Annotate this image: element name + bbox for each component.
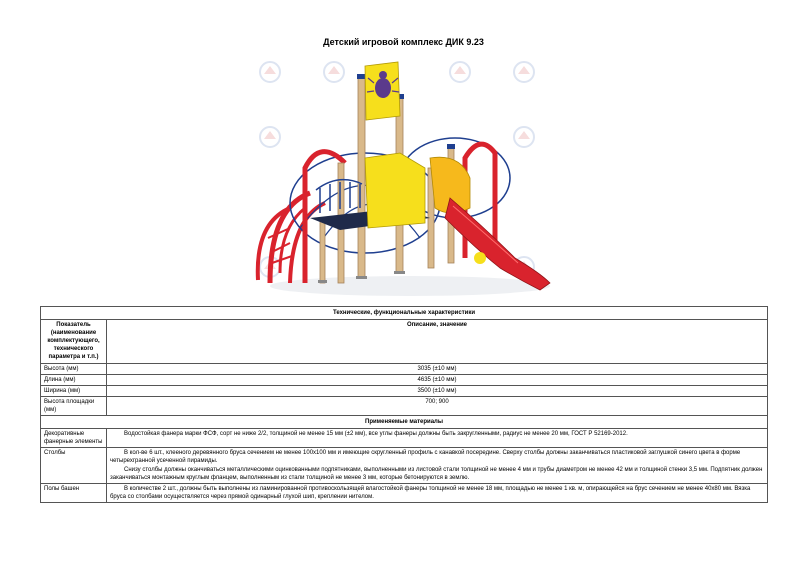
column-header-value: Описание, значение — [107, 320, 768, 363]
description-paragraph: Снизу столбы должны оканчиваться металлическими оцинкованными подпятниками, выполненными из листовой стали толщиной не менее 4 мм и трубы диаметром не менее 42 мм и толщиной стенки 3,5 мм. Подпятник должен заканчиваться монтажным круглым фланцем, выполненным из стали толщиной не менее 3 мм, которые бетонируются в землю. — [110, 466, 763, 481]
description-paragraph: В количестве 2 шт., должны быть выполнены из ламинированной противоскользящей влагостойкой фанеры толщиной не менее 18 мм, площадью не менее 1 кв. м, опирающейся на брус сечением не менее 40х80 мм. Вязка бруса со столбами осуществляется через прямой одинарный глухой шип, креплении нителом. — [110, 485, 751, 500]
row-value: 700; 900 — [107, 396, 768, 415]
table-row — [41, 448, 768, 483]
spec-table — [40, 306, 768, 503]
table-row — [41, 363, 768, 374]
table-row — [41, 385, 768, 396]
description-paragraph: В кол-ве 6 шт., клееного деревянного бруса сечением не менее 100х100 мм и имеющие скругленный профиль с канавкой посередине. Сверху столбы должны заканчиваться пластиковой заглушкой синего цвета в форме четырехгранной усеченной пирамиды. — [110, 450, 741, 465]
table-row — [41, 374, 768, 385]
row-label: Столбы — [41, 448, 107, 483]
row-label: Ширина (мм) — [41, 385, 107, 396]
row-label: Высота (мм) — [41, 363, 107, 374]
table-row — [41, 483, 768, 502]
row-description — [107, 448, 768, 483]
description-paragraph: Водостойкая фанера марки ФСФ, сорт не ниже 2/2, толщиной не менее 15 мм (±2 мм), все углы фанеры должны быть закругленными, радиус не менее 20 мм, ГОСТ Р 52169-2012. — [124, 431, 628, 438]
table-row — [41, 429, 768, 448]
row-label: Декоративные фанерные элементы — [41, 429, 107, 448]
row-value: 3500 (±10 мм) — [107, 385, 768, 396]
row-value: 4635 (±10 мм) — [107, 374, 768, 385]
section-header-tech: Технические, функциональные характеристики — [41, 307, 768, 320]
row-description — [107, 429, 768, 448]
row-label: Полы башен — [41, 483, 107, 502]
section-header-materials: Применяемые материалы — [41, 416, 768, 429]
row-label: Длина (мм) — [41, 374, 107, 385]
row-description — [107, 483, 768, 502]
playground-illustration — [250, 58, 560, 298]
page-title: Детский игровой комплекс ДИК 9.23 — [323, 37, 484, 47]
row-label: Высота площадки (мм) — [41, 396, 107, 415]
table-row — [41, 396, 768, 415]
column-header-parameter: Показатель (наименование комплектующего, технического параметра и т.п.) — [41, 320, 107, 363]
row-value: 3035 (±10 мм) — [107, 363, 768, 374]
